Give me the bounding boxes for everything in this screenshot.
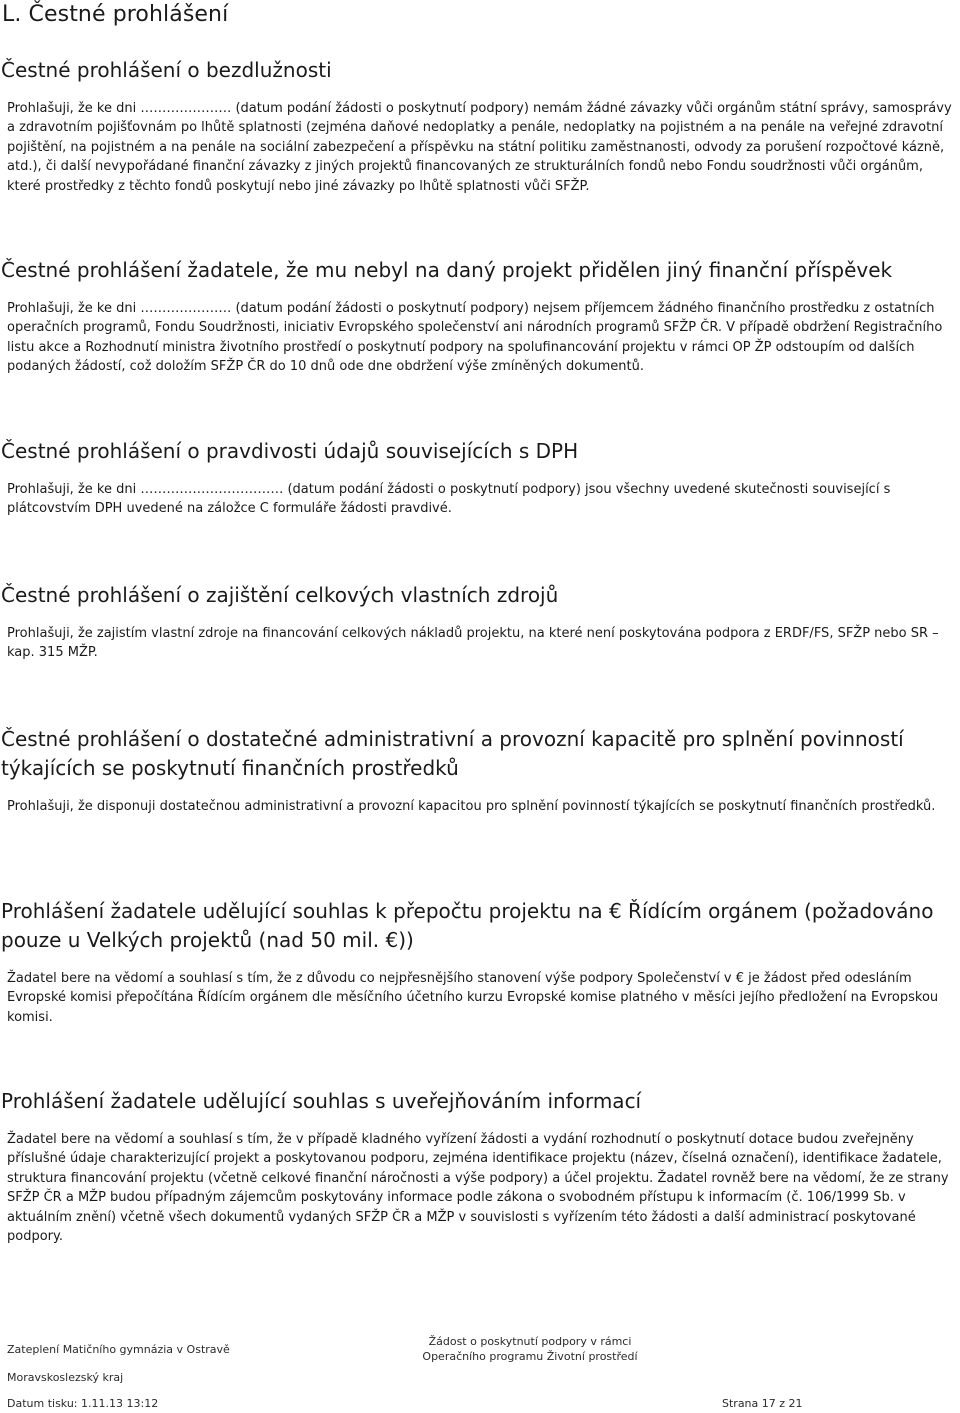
section-body: Žadatel bere na vědomí a souhlasí s tím, že z důvodu co nejpřesnějšího stanovení výše podpory Společenství v € je žádost před odesláním Evropské komisi přepočítána Řídícím orgánem dle měsíčního účetního kurzu Evropské komise platného v měsíci jejího předložení na Evropskou komisi. [7,971,939,1025]
page-title: L. Čestné prohlášení [2,2,229,27]
section-jiny-prispevek [0,256,958,377]
footer-application [380,1334,680,1364]
section-heading: Čestné prohlášení žadatele, že mu nebyl na daný projekt přidělen jiný finanční příspěvek [1,258,893,282]
section-dph [0,437,958,519]
section-heading: Prohlášení žadatele udělující souhlas k přepočtu projektu na € Řídícím orgánem (požadováno pouze u Velkých projektů (nad 50 mil. €)) [1,899,934,952]
section-body: Prohlašuji, že disponuji dostatečnou administrativní a provozní kapacitou pro splnění povinností týkajících se poskytnutí finančních prostředků. [7,799,936,814]
section-body: Žadatel bere na vědomí a souhlasí s tím, že v případě kladného vyřízení žádosti a vydání rozhodnutí o poskytnutí dotace budou zveřejněny příslušné údaje charakterizující projekt a poskytovanou podporu, zejména identifikace projektu (název, číselná označení), identifikace žadatele, struktura financování projektu (včetně celkové finanční náročnosti a výše podpory) a účel projektu. Žadatel rovněž bere na vědomí, že ze strany SFŽP ČR a MŽP budou případným zájemcům poskytovány informace podle zákona o svobodném přístupu k informacím (č. 106/1999 Sb. v aktuálním znění) včetně všech dokumentů vydaných SFŽP ČR a MŽP v souvislosti s vyřízením této žádosti a další administrací poskytované podpory. [7,1132,949,1245]
section-body: Prohlašuji, že zajistím vlastní zdroje na financování celkových nákladů projektu, na které není poskytována podpora z ERDF/FS, SFŽP nebo SR – kap. 315 MŽP. [7,626,939,661]
section-vlastni-zdroje [0,581,958,663]
footer-application-line: Žádost o poskytnutí podpory v rámci [428,1335,632,1348]
section-body: Prohlašuji, že ke dni ………………… (datum podání žádosti o poskytnutí podpory) nemám žádné závazky vůči orgánům státní správy, samosprávy a zdravotním pojišťovnám po lhůtě splatnosti (zejména daňové nedoplatky a penále, nedoplatky na pojistném a na penále na veřejné zdravotní pojištění, na pojistném a na penále na sociální zabezpečení a příspěvku na státní politiku zaměstnanosti, odvody za porušení rozpočtové kázně, atd.), či další nevypořádané finanční závazky z jiných projektů financovaných ze strukturálních fondů nebo Fondu soudržnosti vůči orgánům, které prostředky z těchto fondů poskytují nebo jiné závazky po lhůtě splatnosti vůči SFŽP. [7,101,952,194]
section-bezdluznost [0,56,958,196]
section-body: Prohlašuji, že ke dni ………………… (datum podání žádosti o poskytnutí podpory) nejsem příjemcem žádného finančního prostředku z ostatních operačních programů, Fondu Soudržnosti, iniciativ Evropského společenství ani národních programů SFŽP ČR. V případě obdržení Registračního listu akce a Rozhodnutí ministra životního prostředí o poskytnutí podpory na spolufinancování projektu v rámci OP ŽP odstoupím od dalších podaných žádostí, což doložím SFŽP ČR do 10 dnů ode dne obdržení výše zmíněných dokumentů. [7,301,943,375]
section-body: Prohlašuji, že ke dni …………………………… (datum podání žádosti o poskytnutí podpory) jsou všechny uvedené skutečnosti související s plátcovstvím DPH uvedené na záložce C formuláře žádosti pravdivé. [7,482,891,517]
section-heading: Čestné prohlášení o bezdlužnosti [1,58,332,82]
section-prepocet [0,897,958,1027]
section-heading: Čestné prohlášení o pravdivosti údajů souvisejících s DPH [1,439,579,463]
section-kapacita [0,725,958,816]
footer-project: Zateplení Matičního gymnázia v Ostravě [7,1343,230,1356]
section-heading: Čestné prohlášení o dostatečné administrativní a provozní kapacitě pro splnění povinností týkajících se poskytnutí finančních prostředků [1,727,904,780]
section-heading: Čestné prohlášení o zajištění celkových vlastních zdrojů [1,583,559,607]
footer-print-date: Datum tisku: 1.11.13 13:12 [7,1397,159,1410]
footer-application-line: Operačního programu Životní prostředí [422,1350,638,1363]
footer-region: Moravskoslezský kraj [7,1371,124,1384]
section-heading: Prohlášení žadatele udělující souhlas s uveřejňováním informací [1,1089,642,1113]
footer-page-number: Strana 17 z 21 [722,1397,803,1410]
section-uverejnovani [0,1087,958,1246]
